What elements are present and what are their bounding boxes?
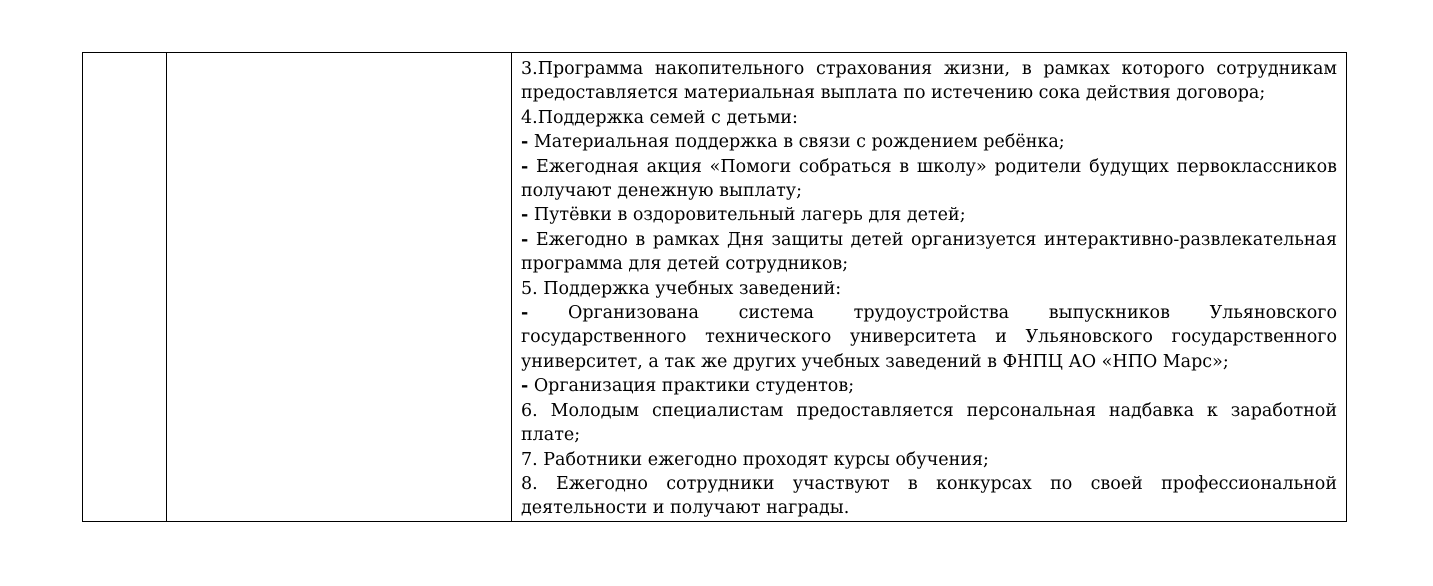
paragraph — [521, 448, 1337, 472]
paragraph — [521, 399, 1337, 448]
cell-text-block — [512, 53, 1346, 521]
list-dash: - — [521, 229, 529, 250]
paragraph — [521, 203, 1337, 227]
paragraph — [521, 228, 1337, 277]
paragraph — [521, 106, 1337, 130]
paragraph-text: 3.Программа накопительного страхования жизни, в рамках которого сотрудникам предоставляется материальная выплата по истечению сока действия договора; — [521, 59, 1337, 104]
paragraph-text: 7. Работники ежегодно проходят курсы обучения; — [521, 449, 989, 470]
paragraph — [521, 374, 1337, 398]
list-dash: - — [521, 156, 529, 177]
paragraph — [521, 155, 1337, 204]
table-cell-empty-1 — [83, 53, 167, 522]
paragraph — [521, 301, 1337, 374]
paragraph-text: Путёвки в оздоровительный лагерь для детей; — [528, 205, 966, 226]
list-dash: - — [521, 205, 529, 226]
list-dash: - — [521, 303, 529, 324]
paragraph — [521, 57, 1337, 106]
paragraph-text: Ежегодная акция «Помоги собраться в школу» родители будущих первоклассников получают денежную выплату; — [521, 156, 1337, 202]
paragraph-text: 6. Молодым специалистам предоставляется персональная надбавка к заработной плате; — [521, 400, 1337, 446]
table-row — [83, 53, 1347, 522]
paragraph-text: Материальная поддержка в связи с рождением ребёнка; — [528, 132, 1065, 153]
paragraph-text: Организована система трудоустройства выпускников Ульяновского государственного технического университета и Ульяновского государственного университет, а так же других учебных заведений в ФНПЦ АО «НПО Марс»; — [521, 303, 1337, 372]
paragraph-text: Ежегодно в рамках Дня защиты детей организуется интерактивно-развлекательная программа для детей сотрудников; — [521, 229, 1337, 275]
paragraph-text: 5. Поддержка учебных заведений: — [521, 278, 842, 299]
list-dash: - — [521, 132, 529, 153]
paragraph-text: 8. Ежегодно сотрудники участвуют в конкурсах по своей профессиональной деятельности и получают награды. — [521, 473, 1337, 519]
table-cell-empty-2 — [167, 53, 512, 522]
list-dash: - — [521, 376, 529, 397]
paragraph-text: Организация практики студентов; — [528, 376, 855, 397]
paragraph — [521, 130, 1337, 154]
paragraph-text: 4.Поддержка семей с детьми: — [521, 107, 798, 128]
table-cell-content — [512, 53, 1347, 522]
paragraph — [521, 277, 1337, 301]
document-table — [82, 52, 1347, 522]
paragraph — [521, 472, 1337, 521]
